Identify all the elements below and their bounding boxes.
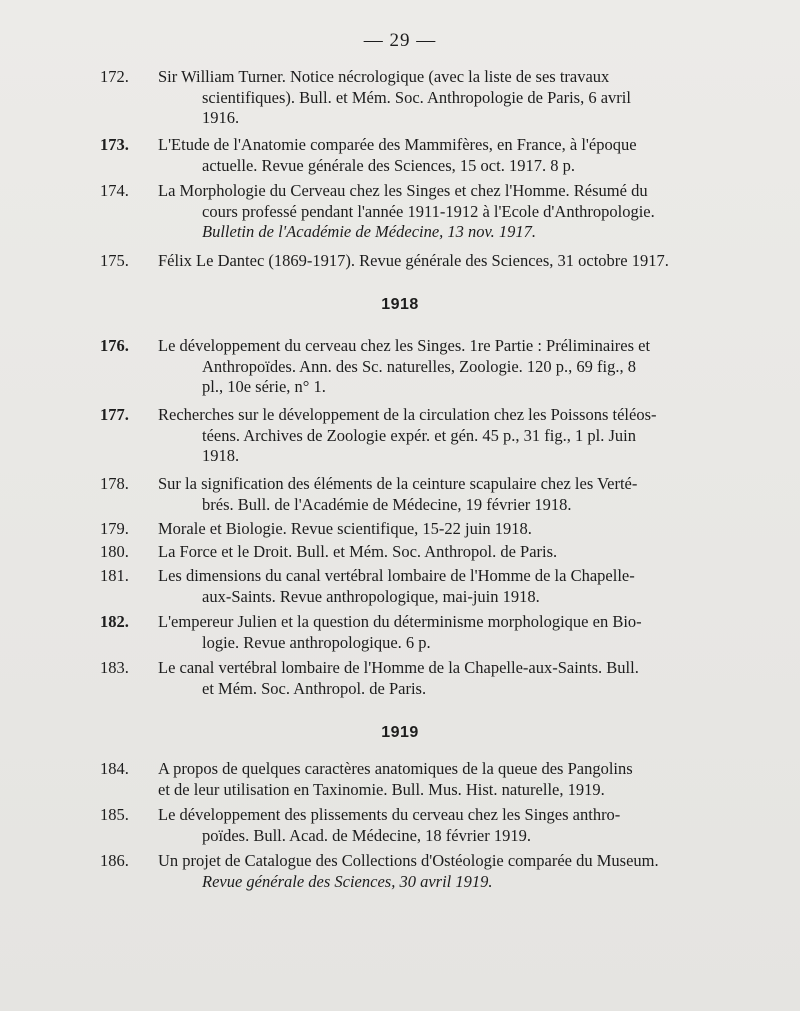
year-heading-1919: 1919 (381, 724, 419, 741)
entry-number: 180. (100, 542, 129, 561)
entry-number: 181. (100, 566, 129, 585)
entry-line: 1916. (202, 108, 240, 128)
entry-text (158, 759, 688, 800)
entry-text (158, 474, 688, 515)
entry-number: 174. (100, 181, 129, 200)
entry-number: 173. (100, 135, 129, 154)
entry-line: scientifiques). Bull. et Mém. Soc. Anthropologie de Paris, 6 avril (202, 87, 631, 107)
entry-text (158, 566, 688, 607)
entry-text (158, 67, 688, 129)
entry-number: 183. (100, 658, 129, 677)
entry-line: poïdes. Bull. Acad. de Médecine, 18 février 1919. (202, 825, 531, 845)
entry-line: brés. Bull. de l'Académie de Médecine, 19 février 1918. (202, 494, 572, 514)
entry-line: La Force et le Droit. Bull. et Mém. Soc. Anthropol. de Paris. (158, 542, 558, 561)
entry-text (158, 336, 688, 398)
entry-text (158, 612, 688, 653)
entry-line: Sir William Turner. Notice nécrologique (avec la liste de ses travaux (158, 67, 610, 86)
entry-number: 177. (100, 405, 129, 424)
entry-line: Le canal vertébral lombaire de l'Homme de la Chapelle-aux-Saints. Bull. (158, 658, 639, 677)
entry-line: Bulletin de l'Académie de Médecine, 13 nov. 1917. (202, 222, 537, 242)
entry-text (158, 519, 688, 540)
entry-line: L'Etude de l'Anatomie comparée des Mammifères, en France, à l'époque (158, 135, 637, 154)
entry-line: L'empereur Julien et la question du déterminisme morphologique en Bio- (158, 612, 642, 631)
entry-line: cours professé pendant l'année 1911-1912 à l'Ecole d'Anthropologie. (202, 201, 655, 221)
entry-line: et Mém. Soc. Anthropol. de Paris. (202, 678, 427, 698)
entry-line: Sur la signification des éléments de la ceinture scapulaire chez les Verté- (158, 474, 638, 493)
entry-number: 175. (100, 251, 129, 270)
entry-line: Les dimensions du canal vertébral lombaire de l'Homme de la Chapelle- (158, 566, 635, 585)
entry-number: 179. (100, 519, 129, 538)
entry-line: Anthropoïdes. Ann. des Sc. naturelles, Zoologie. 120 p., 69 fig., 8 (202, 356, 636, 376)
entry-line: Le développement des plissements du cerveau chez les Singes anthro- (158, 805, 621, 824)
entry-number: 184. (100, 759, 129, 778)
page-number: — 29 — (363, 30, 437, 51)
entry-line: Le développement du cerveau chez les Singes. 1re Partie : Préliminaires et (158, 336, 651, 355)
entry-text (158, 658, 688, 699)
entry-line: Revue générale des Sciences, 30 avril 1919. (202, 871, 493, 891)
entry-line: téens. Archives de Zoologie expér. et gén. 45 p., 31 fig., 1 pl. Juin (202, 425, 636, 445)
entry-number: 172. (100, 67, 129, 86)
entry-line: et de leur utilisation en Taxinomie. Bull. Mus. Hist. naturelle, 1919. (158, 779, 605, 799)
entry-number: 186. (100, 851, 129, 870)
entry-text (158, 851, 688, 892)
entry-line: logie. Revue anthropologique. 6 p. (202, 632, 431, 652)
entry-line: pl., 10e série, n° 1. (202, 377, 326, 397)
entry-text (158, 805, 688, 846)
entry-text (158, 135, 688, 176)
entry-number: 182. (100, 612, 129, 631)
entry-line: 1918. (202, 446, 240, 466)
entry-text (158, 405, 688, 467)
entry-number: 178. (100, 474, 129, 493)
entry-line: Un projet de Catalogue des Collections d'Ostéologie comparée du Museum. (158, 851, 659, 870)
entry-line: actuelle. Revue générale des Sciences, 15 oct. 1917. 8 p. (202, 155, 575, 175)
entry-text (158, 542, 688, 563)
entry-line: A propos de quelques caractères anatomiques de la queue des Pangolins (158, 759, 633, 778)
entry-text (158, 251, 688, 272)
entry-line: aux-Saints. Revue anthropologique, mai-juin 1918. (202, 586, 540, 606)
entry-line: Morale et Biologie. Revue scientifique, 15-22 juin 1918. (158, 519, 532, 538)
year-heading-1918: 1918 (381, 296, 419, 313)
entry-number: 176. (100, 336, 129, 355)
entry-text (158, 181, 688, 243)
entry-number: 185. (100, 805, 129, 824)
entry-line: La Morphologie du Cerveau chez les Singes et chez l'Homme. Résumé du (158, 181, 648, 200)
entry-line: Félix Le Dantec (1869-1917). Revue générale des Sciences, 31 octobre 1917. (158, 251, 669, 270)
entry-line: Recherches sur le développement de la circulation chez les Poissons téléos- (158, 405, 657, 424)
